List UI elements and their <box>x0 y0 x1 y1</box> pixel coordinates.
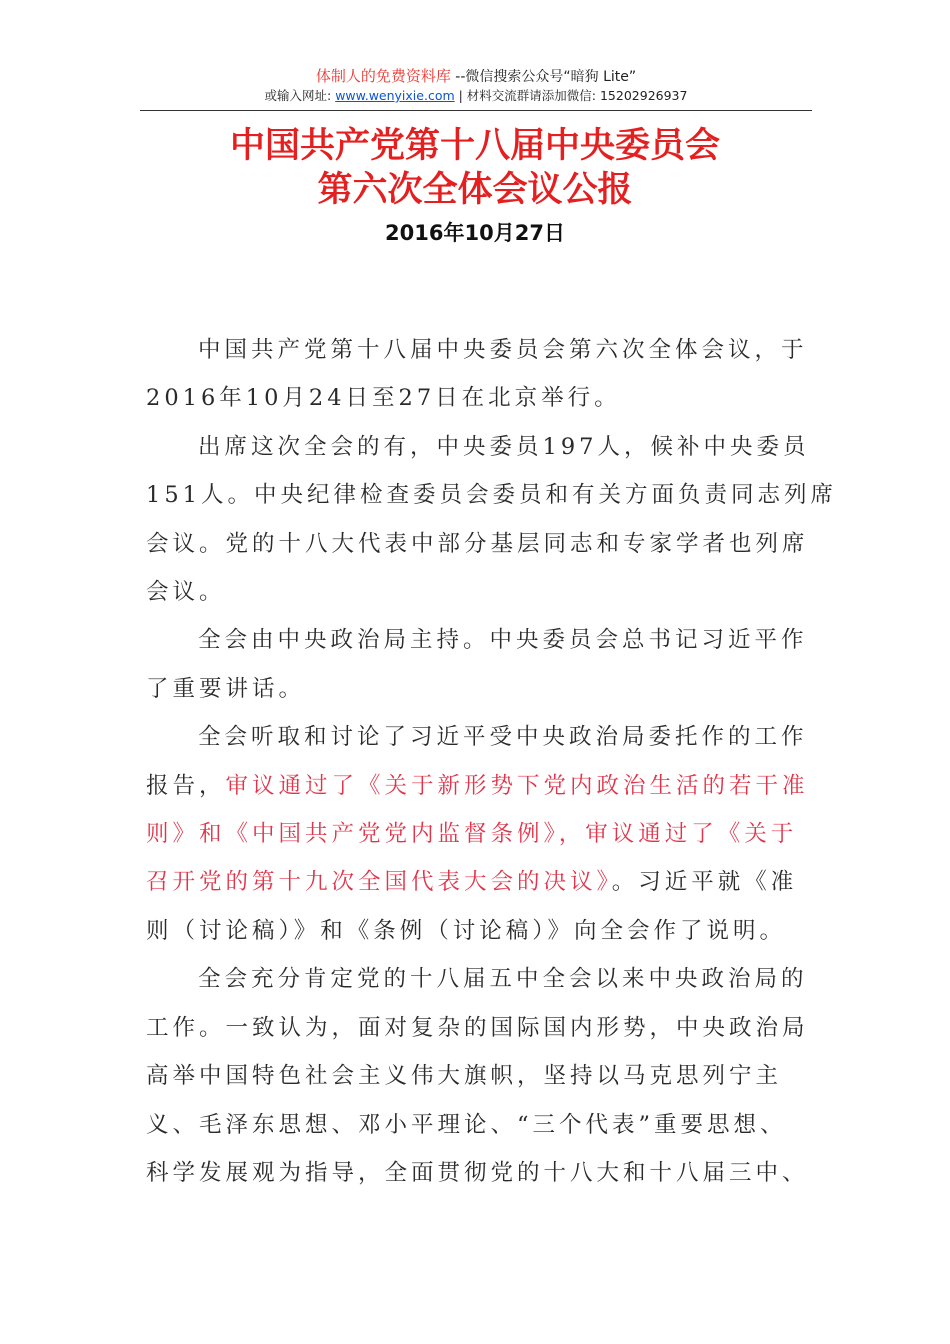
paragraph-line: 全会由中央政治局主持。中央委员会总书记习近平作 <box>198 627 808 654</box>
header-brand: 体制人的免费资料库 <box>315 67 451 85</box>
header-site-link[interactable]: www.wenyixie.com <box>335 88 455 103</box>
header-line-1 <box>140 66 812 87</box>
paragraph-line: 中国共产党第十八届中央委员会第六次全体会议，于 <box>198 337 808 363</box>
highlighted-text: 召开党的第十九次全国代表大会的决议》 <box>146 869 612 896</box>
highlighted-text: 则》和《中国共产党党内监督条例》，审议通过了《关于 <box>146 821 798 848</box>
document-body <box>146 326 837 1197</box>
paragraph-line: 工作。一致认为，面对复杂的国际国内形势，中央政治局 <box>146 1014 809 1041</box>
paragraph-line: 2016年10月24日至27日在北京举行。 <box>146 385 621 412</box>
paragraph-line: 全会听取和讨论了习近平受中央政治局委托作的工作 <box>198 724 808 751</box>
paragraph-line <box>146 858 806 906</box>
title-line-1: 中国共产党第十八届中央委员会 <box>229 125 720 166</box>
plain-text: 。习近平就《准 <box>611 869 798 896</box>
source-header <box>140 66 812 105</box>
paragraph-1 <box>146 326 806 423</box>
paragraph-line: 151人。中央纪律检查委员会委员和有关方面负责同志列席 <box>146 482 837 509</box>
highlighted-text: 审议通过了《关于新形势下党内政治生活的若干准 <box>225 772 809 799</box>
header-line-2 <box>140 87 812 105</box>
paragraph-line: 出席这次全会的有，中央委员197人，候补中央委员 <box>198 433 810 460</box>
paragraph-line: 科学发展观为指导，全面贯彻党的十八大和十八届三中、 <box>146 1159 809 1186</box>
header-wechat-text: | 材料交流群请添加微信: 15202926937 <box>454 88 688 103</box>
paragraph-line: 会议。 <box>146 579 226 606</box>
paragraph-5 <box>146 955 809 1197</box>
plain-text: 报告， <box>146 772 226 799</box>
paragraph-line: 则（讨论稿）》和《条例（讨论稿）》向全会作了说明。 <box>146 917 787 944</box>
paragraph-3 <box>146 616 806 713</box>
paragraph-2 <box>146 423 837 617</box>
document-title <box>0 124 950 212</box>
paragraph-line <box>146 762 809 810</box>
header-site-prefix: 或输入网址: <box>264 88 336 103</box>
paragraph-4 <box>146 713 809 955</box>
paragraph-line: 高举中国特色社会主义伟大旗帜，坚持以马克思列宁主 <box>146 1063 783 1090</box>
title-line-2: 第六次全体会议公报 <box>317 169 633 210</box>
document-date: 2016年10月27日 <box>385 221 565 245</box>
paragraph-line: 了重要讲话。 <box>146 675 306 702</box>
header-divider <box>140 110 812 111</box>
paragraph-line: 全会充分肯定党的十八届五中全会以来中央政治局的 <box>198 966 808 993</box>
paragraph-line: 会议。党的十八大代表中部分基层同志和专家学者也列席 <box>146 530 809 557</box>
paragraph-line: 义、毛泽东思想、邓小平理论、“三个代表”重要思想、 <box>146 1111 787 1138</box>
header-tagline: --微信搜索公众号“暗狗 Lite” <box>450 69 637 85</box>
